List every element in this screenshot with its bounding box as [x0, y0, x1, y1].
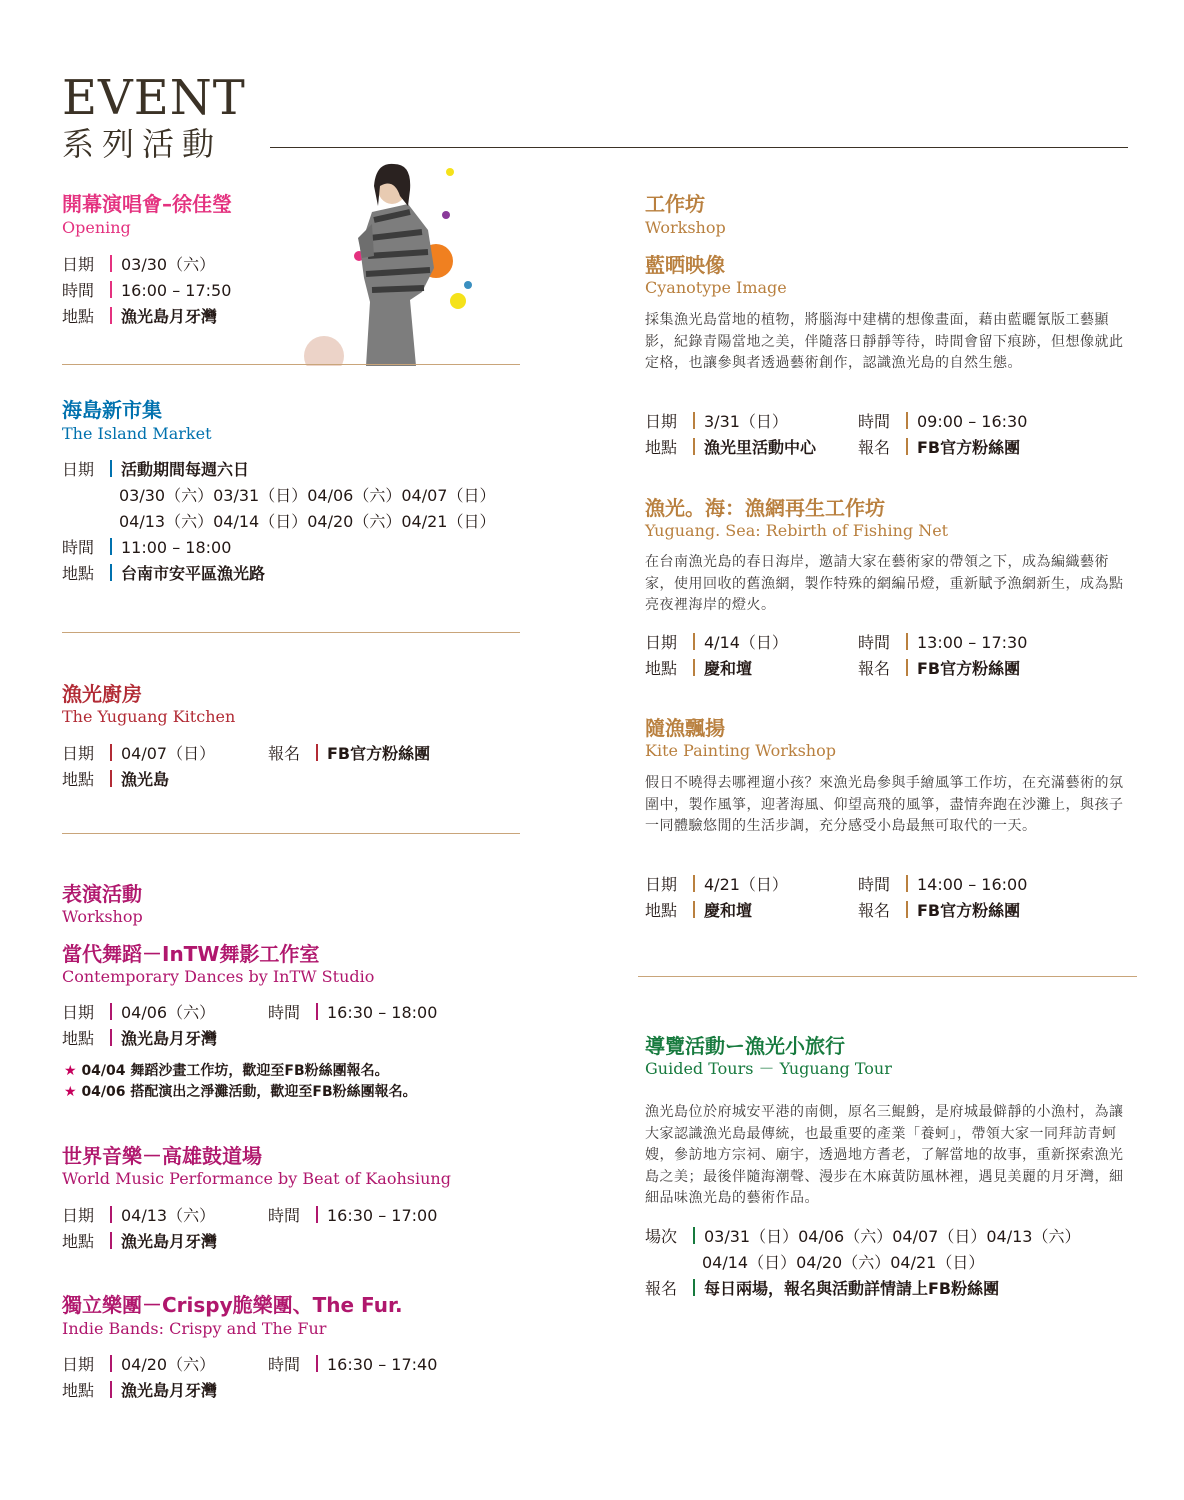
- note2-date: 04/06: [81, 1084, 126, 1100]
- place-label: 地點: [645, 901, 678, 920]
- opening-subtitle: Opening: [62, 218, 131, 237]
- signup-label: 報名: [268, 744, 301, 763]
- market-place: 台南市安平區漁光路: [121, 564, 266, 583]
- cyan-place: 漁光里活動中心: [704, 438, 817, 457]
- music-subtitle: World Music Performance by Beat of Kaohsiung: [62, 1169, 451, 1188]
- tour-subtitle: Guided Tours － Yuguang Tour: [645, 1059, 892, 1078]
- opening-date: 03/30（六）: [121, 255, 216, 274]
- star-icon: ★: [64, 1063, 77, 1079]
- music-info: [62, 1203, 437, 1255]
- net-title: 漁光。海：漁網再生工作坊: [645, 496, 885, 520]
- time-label: 時間: [268, 1003, 301, 1022]
- star-icon: ★: [64, 1084, 77, 1100]
- decor-dot-blue: [464, 281, 472, 289]
- opening-title: 開幕演唱會–徐佳瑩: [62, 192, 232, 216]
- band-subtitle: Indie Bands: Crispy and The Fur: [62, 1319, 327, 1338]
- divider: [62, 364, 520, 365]
- kitchen-place: 漁光島: [121, 770, 170, 789]
- band-place: 漁光島月牙灣: [121, 1381, 218, 1400]
- kitchen-signup[interactable]: FB官方粉絲團: [327, 744, 431, 763]
- time-label: 時間: [858, 875, 891, 894]
- net-place: 慶和壇: [704, 659, 753, 678]
- cyan-title: 藍晒映像: [645, 253, 725, 277]
- tour-signup[interactable]: 每日兩場，報名與活動詳情請上FB粉絲團: [704, 1279, 1000, 1298]
- kite-description: 假日不曉得去哪裡遛小孩？來漁光島參與手繪風箏工作坊，在充滿藝術的氛圍中，製作風箏，迎著海風、仰望高飛的風箏，盡情奔跑在沙灘上，與孩子一同體驗悠閒的生活步調，充分感受小島最無可取代的一天。: [645, 775, 1124, 834]
- tour-title: 導覽活動ー漁光小旅行: [645, 1034, 845, 1058]
- time-label: 時間: [858, 412, 891, 431]
- place-label: 地點: [62, 307, 95, 326]
- singer-photo: [300, 160, 480, 366]
- performance-subtitle: Workshop: [62, 907, 143, 926]
- decor-circle-yellow: [450, 293, 466, 309]
- music-date: 04/13（六）: [121, 1206, 216, 1225]
- signup-label: 報名: [645, 1279, 678, 1298]
- date-label: 日期: [62, 744, 95, 763]
- header-divider: [270, 147, 1128, 148]
- workshop-title: 工作坊: [645, 192, 705, 216]
- performance-title: 表演活動: [62, 882, 142, 906]
- divider: [638, 976, 1137, 977]
- tour-session-line1: 03/31（日）04/06（六）04/07（日）04/13（六）: [704, 1227, 1081, 1246]
- kite-subtitle: Kite Painting Workshop: [645, 741, 836, 760]
- place-label: 地點: [645, 438, 678, 457]
- net-date: 4/14（日）: [704, 633, 788, 652]
- dance-place: 漁光島月牙灣: [121, 1029, 218, 1048]
- cyan-signup[interactable]: FB官方粉絲團: [917, 438, 1021, 457]
- music-time: 16:30 – 17:00: [327, 1206, 438, 1225]
- signup-label: 報名: [858, 659, 891, 678]
- decor-dot-purple: [442, 211, 450, 219]
- time-label: 時間: [268, 1355, 301, 1374]
- date-label: 日期: [62, 1355, 95, 1374]
- note1-date: 04/04: [81, 1063, 126, 1079]
- kitchen-date: 04/07（日）: [121, 744, 216, 763]
- date-label: 日期: [645, 412, 678, 431]
- date-label: 日期: [62, 460, 95, 479]
- net-description: 在台南漁光島的春日海岸，邀請大家在藝術家的帶領之下，成為編織藝術家，使用回收的舊漁網，製作特殊的網編吊燈，重新賦予漁網新生，成為點亮夜裡海岸的燈火。: [645, 554, 1124, 613]
- place-label: 地點: [62, 770, 95, 789]
- market-dates-line3: 04/13（六）04/14（日）04/20（六）04/21（日）: [119, 512, 496, 531]
- kitchen-info: [62, 741, 430, 793]
- net-time: 13:00 – 17:30: [917, 633, 1028, 652]
- opening-time: 16:00 – 17:50: [121, 281, 232, 300]
- kitchen-title: 漁光廚房: [62, 682, 142, 706]
- market-title: 海島新市集: [62, 398, 162, 422]
- band-date: 04/20（六）: [121, 1355, 216, 1374]
- net-subtitle: Yuguang. Sea: Rebirth of Fishing Net: [645, 521, 949, 540]
- dance-info: [62, 1000, 437, 1052]
- time-label: 時間: [62, 281, 95, 300]
- cyan-subtitle: Cyanotype Image: [645, 278, 787, 297]
- kite-title: 隨漁飄揚: [645, 716, 725, 740]
- dance-subtitle: Contemporary Dances by InTW Studio: [62, 967, 375, 986]
- dance-date: 04/06（六）: [121, 1003, 216, 1022]
- kite-date: 4/21（日）: [704, 875, 788, 894]
- kite-info: [645, 872, 1027, 924]
- kite-place: 慶和壇: [704, 901, 753, 920]
- date-label: 日期: [62, 1206, 95, 1225]
- band-title: 獨立樂團－Crispy脆樂團、The Fur.: [62, 1293, 403, 1317]
- opening-place: 漁光島月牙灣: [121, 307, 218, 326]
- divider: [62, 632, 520, 633]
- place-label: 地點: [62, 1232, 95, 1251]
- date-label: 日期: [62, 255, 95, 274]
- decor-circle-beige: [304, 336, 344, 366]
- market-time: 11:00 – 18:00: [121, 538, 232, 557]
- header-title-en: EVENT: [62, 70, 246, 126]
- music-place: 漁光島月牙灣: [121, 1232, 218, 1251]
- time-label: 時間: [268, 1206, 301, 1225]
- dance-notes: [64, 1061, 417, 1103]
- opening-info: [62, 252, 231, 330]
- cyan-description: 採集漁光島當地的植物，將腦海中建構的想像畫面，藉由藍曬氰版工藝顯影，紀錄青陽當地之美，伴隨落日靜靜等待，時間會留下痕跡，但想像就此定格，也讓參與者透過藝術創作，認識漁光島的自然生態。: [645, 312, 1124, 371]
- date-label: 日期: [645, 875, 678, 894]
- place-label: 地點: [62, 1029, 95, 1048]
- kite-time: 14:00 – 16:00: [917, 875, 1028, 894]
- market-subtitle: The Island Market: [62, 424, 212, 443]
- dance-title: 當代舞蹈－InTW舞影工作室: [62, 942, 320, 966]
- dance-time: 16:30 – 18:00: [327, 1003, 438, 1022]
- tour-info: [645, 1224, 1080, 1302]
- market-dates-line2: 03/30（六）03/31（日）04/06（六）04/07（日）: [119, 486, 496, 505]
- note2-text: 搭配演出之淨灘活動，歡迎至FB粉絲團報名。: [130, 1084, 417, 1100]
- session-label: 場次: [645, 1227, 678, 1246]
- band-info: [62, 1352, 437, 1404]
- music-title: 世界音樂－高雄鼓道場: [62, 1144, 262, 1168]
- cyan-time: 09:00 – 16:30: [917, 412, 1028, 431]
- place-label: 地點: [62, 1381, 95, 1400]
- signup-label: 報名: [858, 438, 891, 457]
- market-info: [62, 457, 495, 587]
- workshop-subtitle: Workshop: [645, 218, 726, 237]
- time-label: 時間: [62, 538, 95, 557]
- divider: [62, 833, 520, 834]
- date-label: 日期: [645, 633, 678, 652]
- header-title-zh: 系列活動: [62, 125, 223, 163]
- net-signup[interactable]: FB官方粉絲團: [917, 659, 1021, 678]
- tour-description: 漁光島位於府城安平港的南側，原名三鯤鯓，是府城最僻靜的小漁村，為讓大家認識漁光島最傳統，也最重要的產業「養蚵」，帶領大家一同拜訪青蚵嫂，參訪地方宗祠、廟宇，透過地方耆老，了解當地的故事，重新探索漁光島之美；最後伴隨海潮聲、漫步在木麻黃防風林裡，遇見美麗的月牙灣，細細品味漁光島的藝術作品。: [645, 1104, 1124, 1206]
- date-label: 日期: [62, 1003, 95, 1022]
- market-date: 活動期間每週六日: [121, 460, 250, 479]
- band-time: 16:30 – 17:40: [327, 1355, 438, 1374]
- decor-dot-yellow: [446, 168, 454, 176]
- place-label: 地點: [62, 564, 95, 583]
- net-info: [645, 630, 1027, 682]
- signup-label: 報名: [858, 901, 891, 920]
- note1-text: 舞蹈沙畫工作坊，歡迎至FB粉絲團報名。: [130, 1063, 389, 1079]
- cyan-info: [645, 409, 1027, 461]
- kite-signup[interactable]: FB官方粉絲團: [917, 901, 1021, 920]
- place-label: 地點: [645, 659, 678, 678]
- time-label: 時間: [858, 633, 891, 652]
- cyan-date: 3/31（日）: [704, 412, 788, 431]
- kitchen-subtitle: The Yuguang Kitchen: [62, 707, 236, 726]
- tour-session-line2: 04/14（日）04/20（六）04/21（日）: [702, 1253, 985, 1272]
